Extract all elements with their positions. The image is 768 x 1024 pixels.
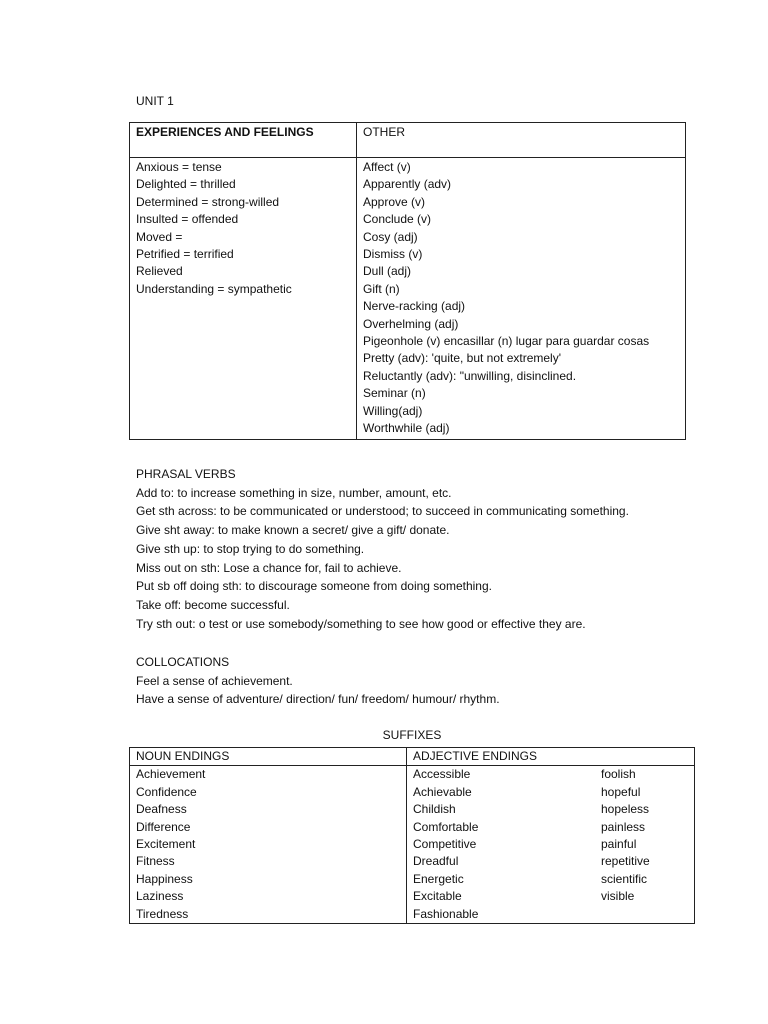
list-item: Understanding = sympathetic	[136, 281, 292, 296]
adjective: Dreadful	[413, 854, 459, 869]
list-item: Achievement	[136, 767, 206, 782]
list-item	[413, 906, 688, 923]
list-item	[413, 888, 688, 905]
list-item: Affect (v)	[363, 160, 411, 174]
list-item: Difference	[136, 819, 191, 834]
list-item: Insulted = offended	[136, 212, 239, 227]
list-item: Happiness	[136, 871, 193, 886]
list-item: Relieved	[136, 264, 183, 279]
list-item: Gift (n)	[363, 281, 400, 296]
unit-title: UNIT 1	[136, 94, 174, 108]
adjective: Childish	[413, 802, 456, 817]
header-other: OTHER	[357, 123, 686, 158]
list-item: Take off: become successful.	[136, 597, 290, 612]
list-item: Reluctantly (adv): "unwilling, disinclined.	[363, 368, 577, 383]
adjective: scientific	[601, 871, 648, 886]
list-item: Conclude (v)	[363, 212, 432, 227]
experiences-list	[130, 158, 357, 440]
list-item: Deafness	[136, 802, 187, 817]
adjective: Competitive	[413, 837, 477, 852]
list-item: Feel a sense of achievement.	[136, 673, 293, 688]
list-item: Confidence	[136, 784, 197, 799]
list-item: Petrified = terrified	[136, 247, 234, 262]
list-item	[413, 819, 688, 836]
list-item	[413, 766, 688, 783]
list-item: Willing(adj)	[363, 403, 423, 418]
header-adjective-endings: ADJECTIVE ENDINGS	[407, 748, 695, 766]
adjective: Accessible	[413, 767, 471, 782]
list-item: Cosy (adj)	[363, 229, 418, 244]
list-item	[413, 801, 688, 818]
list-item: Seminar (n)	[363, 386, 426, 401]
adjective: Comfortable	[413, 819, 479, 834]
header-noun-endings: NOUN ENDINGS	[130, 748, 407, 766]
list-item: Worthwhile (adj)	[363, 421, 450, 436]
list-item: Delighted = thrilled	[136, 177, 236, 192]
list-item: Fitness	[136, 854, 175, 869]
list-item: Moved =	[136, 229, 183, 244]
section-title: PHRASAL VERBS	[136, 467, 236, 481]
vocabulary-table-header	[130, 123, 686, 158]
list-item	[413, 853, 688, 870]
list-item: Determined = strong-willed	[136, 194, 280, 209]
list-item: Pigeonhole (v) encasillar (n) lugar para guardar cosas	[363, 334, 650, 349]
collocations-section	[136, 653, 500, 709]
list-item: Get sth across: to be communicated or understood; to succeed in communicating something.	[136, 504, 629, 519]
list-item: Overhelming (adj)	[363, 316, 459, 331]
adjective: painless	[601, 819, 646, 834]
noun-list	[130, 766, 407, 924]
adjective: hopeful	[601, 784, 641, 799]
list-item	[413, 836, 688, 853]
phrasal-verbs-section	[136, 465, 629, 633]
list-item	[413, 784, 688, 801]
section-title: COLLOCATIONS	[136, 655, 230, 669]
vocabulary-table-body	[130, 158, 686, 440]
suffixes-table-header	[130, 748, 695, 766]
adjective: Achievable	[413, 784, 472, 799]
adjective: Energetic	[413, 871, 464, 886]
list-item: Nerve-racking (adj)	[363, 299, 466, 314]
list-item: Laziness	[136, 889, 184, 904]
list-item: Anxious = tense	[136, 160, 222, 174]
header-experiences: EXPERIENCES AND FEELINGS	[130, 123, 357, 158]
suffixes-table	[129, 747, 695, 924]
adjective: foolish	[601, 767, 636, 782]
list-item: Miss out on sth: Lose a chance for, fail to achieve.	[136, 560, 402, 575]
list-item: Give sth up: to stop trying to do something.	[136, 541, 365, 556]
adjective: Excitable	[413, 889, 462, 904]
adjective-list	[407, 766, 695, 924]
vocabulary-table	[129, 122, 686, 440]
list-item: Approve (v)	[363, 194, 426, 209]
suffixes-title: SUFFIXES	[382, 728, 442, 742]
list-item: Pretty (adv): 'quite, but not extremely'	[363, 351, 561, 366]
adjective: painful	[601, 837, 637, 852]
other-list	[357, 158, 686, 440]
list-item: Add to: to increase something in size, number, amount, etc.	[136, 485, 452, 500]
adjective: Fashionable	[413, 906, 479, 921]
suffixes-table-body	[130, 766, 695, 924]
adjective: repetitive	[601, 854, 650, 869]
list-item: Try sth out: o test or use somebody/something to see how good or effective they are.	[136, 616, 586, 631]
list-item: Have a sense of adventure/ direction/ fun/ freedom/ humour/ rhythm.	[136, 692, 500, 707]
list-item: Dismiss (v)	[363, 247, 423, 262]
list-item: Put sb off doing sth: to discourage someone from doing something.	[136, 579, 492, 594]
list-item: Apparently (adv)	[363, 177, 452, 192]
list-item: Give sht away: to make known a secret/ give a gift/ donate.	[136, 523, 450, 538]
adjective: visible	[601, 889, 635, 904]
list-item: Excitement	[136, 837, 196, 852]
adjective: hopeless	[601, 802, 650, 817]
list-item	[413, 871, 688, 888]
list-item: Dull (adj)	[363, 264, 412, 279]
list-item: Tiredness	[136, 906, 189, 921]
